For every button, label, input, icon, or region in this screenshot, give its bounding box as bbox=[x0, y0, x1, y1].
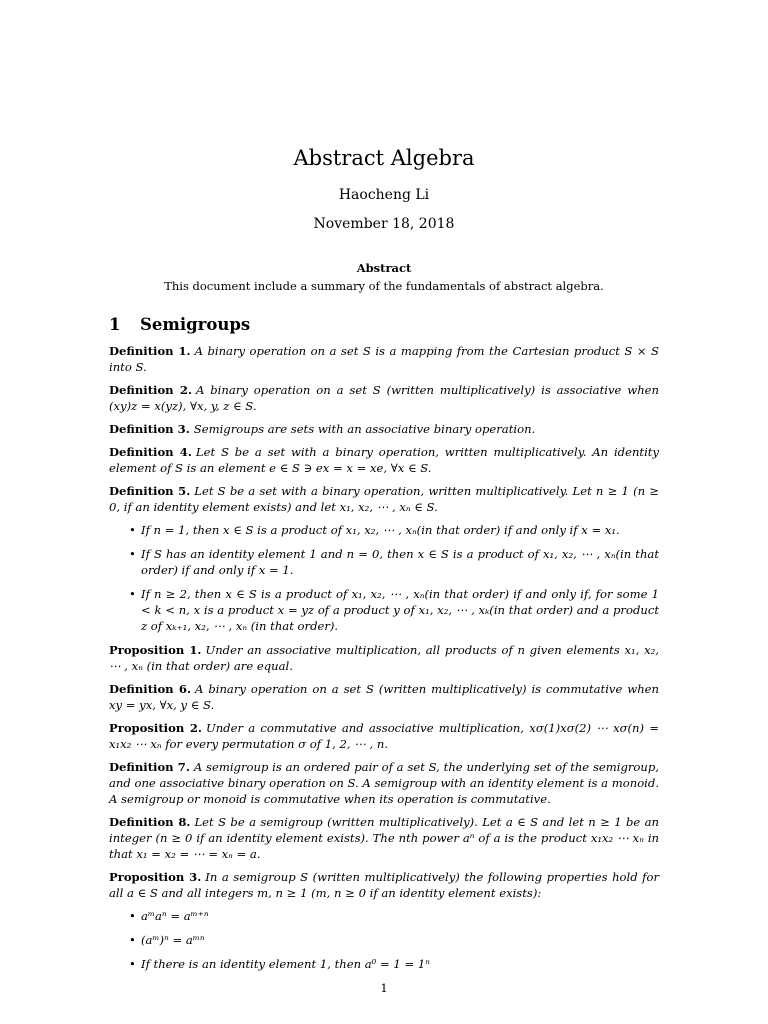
block-label: Definition 2. bbox=[109, 382, 192, 397]
bullet-icon: • bbox=[129, 932, 136, 947]
proposition-2 bbox=[109, 721, 659, 753]
bullet-icon: • bbox=[129, 522, 136, 537]
block-text: A binary operation on a set S (written multiplicatively) is associative when (xy)z = x(yz), ∀x, y, z ∈ S. bbox=[109, 382, 659, 413]
definition-1 bbox=[109, 344, 659, 376]
definition-2 bbox=[109, 383, 659, 415]
block-label: Definition 4. bbox=[109, 444, 192, 459]
block-text: A semigroup is an ordered pair of a set S, the underlying set of the semigroup, and one associative binary operation on S. A semigroup with an identity element is a monoid. A semigroup or monoid is commutative when its operation is commutative. bbox=[109, 759, 659, 806]
proposition-1 bbox=[109, 643, 659, 675]
list-item-text: If n = 1, then x ∈ S is a product of x₁, x₂, ⋯ , xₙ(in that order) if and only if x = x₁. bbox=[141, 522, 620, 537]
bullet-icon: • bbox=[129, 956, 136, 971]
block-label: Definition 1. bbox=[109, 344, 191, 358]
list-item bbox=[109, 587, 659, 635]
bullet-icon: • bbox=[129, 908, 136, 923]
block-text: Let S be a set with a binary operation, written multiplicatively. An identity element of S is an element e ∈ S ∋ ex = x = xe, ∀x ∈ S. bbox=[109, 444, 659, 475]
author-name: Haocheng Li bbox=[338, 187, 430, 203]
definition-3 bbox=[109, 422, 659, 438]
block-text: A binary operation on a set S (written multiplicatively) is commutative when xy = yx, ∀x, y ∈ S. bbox=[109, 681, 659, 712]
block-label: Definition 5. bbox=[109, 483, 191, 498]
bullet-icon: • bbox=[129, 586, 136, 601]
list-item bbox=[109, 909, 659, 925]
block-text: Under an associative multiplication, all products of n given elements x₁, x₂, ⋯ , xₙ (in that order) are equal. bbox=[109, 642, 659, 673]
proposition-3 bbox=[109, 870, 659, 902]
document-date: November 18, 2018 bbox=[313, 216, 455, 232]
block-label: Definition 3. bbox=[109, 421, 190, 436]
block-text: A binary operation on a set S is a mapping from the Cartesian product S × S into S. bbox=[109, 344, 659, 374]
definition-8 bbox=[109, 815, 659, 863]
block-text: In a semigroup S (written multiplicatively) the following properties hold for all a ∈ S and all integers m, n ≥ 1 (m, n ≥ 0 if an identity element exists): bbox=[109, 869, 659, 900]
list-item-text: aᵐaⁿ = aᵐ⁺ⁿ bbox=[141, 908, 209, 923]
block-label: Proposition 2. bbox=[109, 720, 202, 735]
proposition-3-list bbox=[109, 909, 659, 973]
list-item-text: If there is an identity element 1, then a⁰ = 1 = 1ⁿ bbox=[141, 956, 430, 971]
block-label: Definition 8. bbox=[109, 814, 191, 829]
document-title: Abstract Algebra bbox=[293, 146, 475, 170]
list-item bbox=[109, 933, 659, 949]
definition-5-list bbox=[109, 523, 659, 635]
list-item bbox=[109, 957, 659, 973]
list-item bbox=[109, 547, 659, 579]
abstract-text: This document include a summary of the fundamentals of abstract algebra. bbox=[164, 279, 604, 293]
block-text: Under a commutative and associative multiplication, xσ(1)xσ(2) ⋯ xσ(n) = x₁x₂ ⋯ xₙ for every permutation σ of 1, 2, ⋯ , n. bbox=[109, 720, 659, 751]
block-text: Let S be a semigroup (written multiplicatively). Let a ∈ S and let n ≥ 1 be an integer (n ≥ 0 if an identity element exists). The nth power aⁿ of a is the product x₁x₂ ⋯ xₙ in that x₁ = x₂ = ⋯ = xₙ = a. bbox=[109, 814, 659, 861]
block-text: Semigroups are sets with an associative binary operation. bbox=[193, 421, 536, 436]
page-number: 1 bbox=[380, 981, 388, 995]
definition-5 bbox=[109, 484, 659, 516]
section-heading bbox=[109, 314, 250, 337]
block-label: Proposition 1. bbox=[109, 642, 202, 657]
definition-7 bbox=[109, 760, 659, 808]
definition-4 bbox=[109, 445, 659, 477]
block-label: Proposition 3. bbox=[109, 869, 202, 884]
block-text: Let S be a set with a binary operation, written multiplicatively. Let n ≥ 1 (n ≥ 0, if an identity element exists) and let x₁, x₂, ⋯ , xₙ ∈ S. bbox=[109, 483, 659, 514]
bullet-icon: • bbox=[129, 546, 136, 561]
list-item-text: If n ≥ 2, then x ∈ S is a product of x₁, x₂, ⋯ , xₙ(in that order) if and only if, for some 1 < k < n, x is a product x = yz of a product y of x₁, x₂, ⋯ , xₖ(in that order) and a product z of xₖ₊₁, x₂, ⋯ , xₙ (in that order). bbox=[141, 586, 659, 633]
section-number: 1 bbox=[109, 315, 121, 334]
list-item bbox=[109, 523, 659, 539]
document-body bbox=[109, 344, 659, 981]
list-item-text: (aᵐ)ⁿ = aᵐⁿ bbox=[141, 932, 205, 947]
definition-6 bbox=[109, 682, 659, 714]
block-label: Definition 7. bbox=[109, 759, 190, 774]
list-item-text: If S has an identity element 1 and n = 0, then x ∈ S is a product of x₁, x₂, ⋯ , xₙ(in that order) if and only if x = 1. bbox=[141, 546, 659, 577]
section-title: Semigroups bbox=[140, 315, 251, 334]
block-label: Definition 6. bbox=[109, 681, 192, 696]
abstract-heading: Abstract bbox=[356, 261, 412, 275]
